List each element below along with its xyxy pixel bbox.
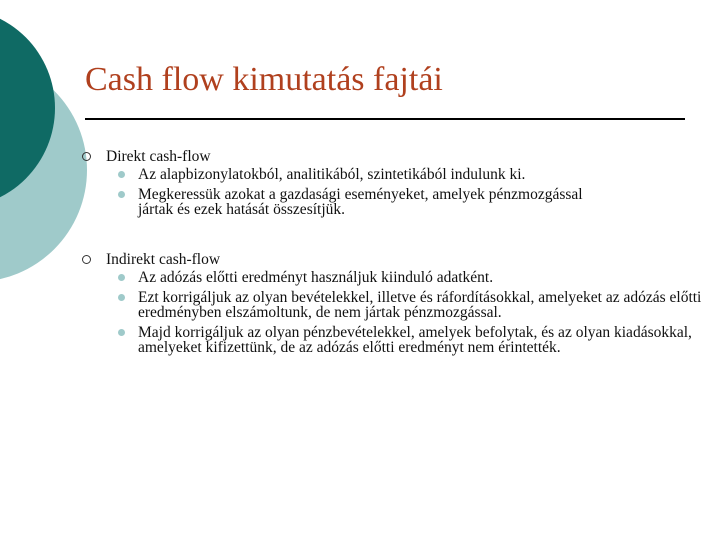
slide-title: Cash flow kimutatás fajtái [85,61,443,98]
dot-bullet-icon [118,171,125,178]
dot-bullet-icon [118,294,125,301]
section-heading-text: Indirekt cash-flow [106,251,221,268]
dot-bullet-icon [118,329,125,336]
hollow-circle-bullet-icon [82,152,91,161]
list-item [78,270,678,285]
section-heading-text: Direkt cash-flow [106,148,211,165]
dot-bullet-icon [118,274,125,281]
dot-bullet-icon [118,191,125,198]
list-item-text: Megkeressük azokat a gazdasági eseményeket, amelyek pénzmozgással jártak és ezek hatását összesítjük. [138,186,583,218]
list-item-text: Az alapbizonylatokból, analitikából, szintetikából indulunk ki. [138,166,526,183]
section-indirect [78,251,702,356]
list-item-text: Majd korrigáljuk az olyan pénzbevételekkel, amelyek befolytak, és az olyan kiadásokkal, amelyeket kifizettünk, de az adózás előtti eredményt nem érintették. [138,324,692,356]
title-divider [85,118,685,120]
list-item [78,187,618,217]
list-item [78,290,708,320]
list-item [78,325,713,355]
section-heading [78,148,678,165]
hollow-circle-bullet-icon [82,255,91,264]
list-item-text: Az adózás előtti eredményt használjuk kiinduló adatként. [138,269,494,286]
section-heading [78,251,678,268]
section-direct [78,148,678,217]
list-item [78,167,678,182]
bullet-list [78,269,702,356]
list-item-text: Ezt korrigáljuk az olyan bevételekkel, illetve és ráfordításokkal, amelyeket az adózás előtti eredményben elszámoltunk, de nem jártak pénzmozgással. [138,289,702,321]
bullet-list [78,167,678,217]
